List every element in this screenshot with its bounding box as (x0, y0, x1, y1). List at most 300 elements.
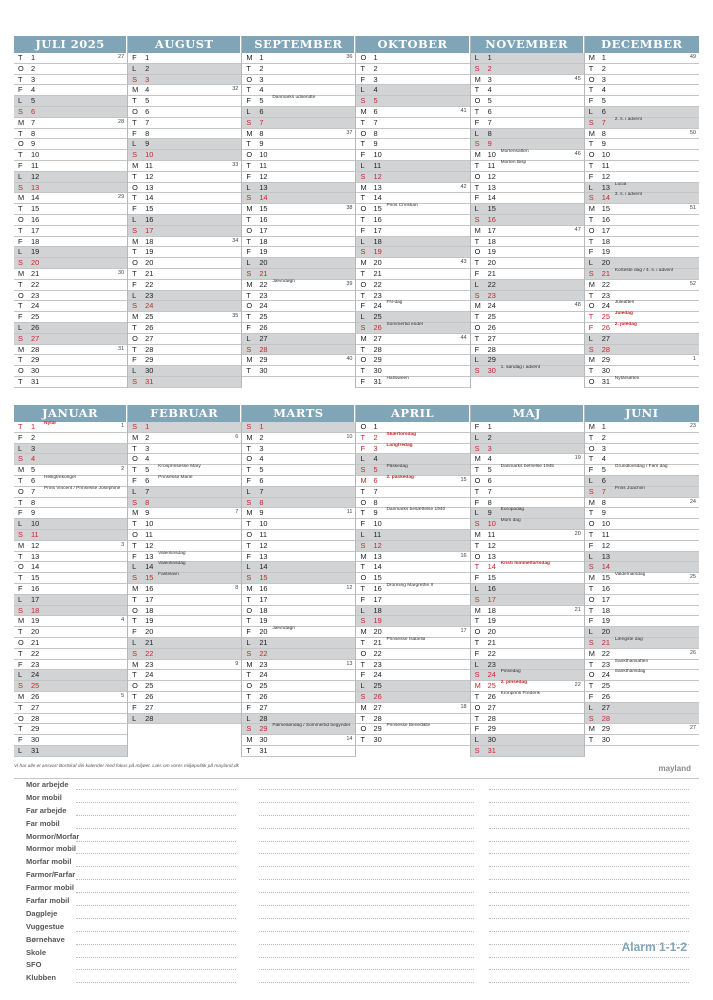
weekday-letter: L (360, 454, 365, 464)
write-line[interactable] (259, 918, 474, 919)
day-row (242, 355, 355, 366)
day-row (356, 280, 469, 291)
day-number: 23 (259, 659, 268, 669)
day-number: 8 (487, 497, 492, 507)
weekday-letter: S (474, 63, 480, 73)
day-row (128, 638, 241, 649)
day-note: Prinsesse Benedikte (386, 723, 431, 729)
day-number: 28 (145, 344, 154, 354)
day-number: 11 (373, 529, 382, 539)
day-row (471, 487, 584, 498)
day-row (14, 193, 127, 204)
weekday-letter: L (360, 529, 365, 539)
write-line[interactable] (76, 905, 236, 906)
weekday-letter: L (246, 106, 251, 116)
write-line[interactable] (259, 789, 474, 790)
weekday-letter: S (132, 150, 138, 160)
write-line[interactable] (76, 802, 236, 803)
day-number: 26 (145, 691, 154, 701)
day-row (585, 312, 699, 323)
day-number: 18 (601, 236, 611, 246)
weekday-letter: M (474, 150, 481, 160)
day-row (242, 422, 355, 433)
weekday-letter: S (588, 344, 594, 354)
month-header: NOVEMBER (471, 36, 584, 53)
write-line[interactable] (76, 931, 236, 932)
write-line[interactable] (76, 853, 236, 854)
day-number: 24 (145, 670, 154, 680)
weekday-letter: F (18, 735, 23, 745)
day-number: 2 (373, 63, 378, 73)
weekday-letter: O (360, 497, 367, 507)
day-row (242, 692, 355, 703)
day-number: 25 (31, 681, 40, 691)
day-row (471, 433, 584, 444)
weekday-letter: F (18, 236, 23, 246)
week-number: 42 (460, 183, 467, 190)
weekday-letter: S (18, 529, 23, 539)
day-number: 29 (487, 355, 496, 365)
day-number: 24 (601, 301, 611, 311)
note-label: Mormor mobil (26, 844, 76, 854)
weekday-letter: T (246, 670, 251, 680)
weekday-letter: S (18, 454, 23, 464)
write-line[interactable] (76, 969, 236, 970)
write-line[interactable] (259, 944, 474, 945)
day-row (356, 53, 469, 64)
write-line[interactable] (259, 828, 474, 829)
write-line[interactable] (489, 879, 689, 880)
week-number: 27 (118, 54, 125, 60)
day-number: 8 (259, 128, 264, 138)
day-row (128, 161, 241, 172)
day-number: 10 (259, 519, 268, 529)
day-row (471, 627, 584, 638)
weekday-letter: M (246, 128, 253, 138)
day-row (128, 183, 241, 194)
day-number: 4 (145, 454, 150, 464)
day-number: 2 (373, 432, 378, 442)
write-line[interactable] (259, 957, 474, 958)
day-row (14, 215, 127, 226)
write-line[interactable] (259, 969, 474, 970)
day-row (356, 703, 469, 714)
day-note: Længste dag (614, 636, 643, 642)
week-number: 47 (574, 226, 581, 233)
day-note: Jævndøgn (272, 278, 295, 284)
weekday-letter: T (474, 160, 480, 170)
weekday-letter: T (132, 540, 137, 550)
weekday-letter: L (246, 713, 251, 723)
day-number: 17 (259, 594, 268, 604)
day-row (128, 703, 241, 714)
day-number: 6 (601, 106, 606, 116)
day-row (471, 237, 584, 248)
day-number: 5 (487, 96, 492, 106)
weekday-letter: M (588, 204, 595, 214)
day-row (14, 64, 127, 75)
day-row (242, 476, 355, 487)
day-row (471, 670, 584, 681)
day-row (14, 323, 127, 334)
write-line[interactable] (259, 879, 474, 880)
weekday-letter: M (474, 301, 481, 311)
day-number: 9 (601, 508, 606, 518)
write-line[interactable] (489, 931, 689, 932)
weekday-letter: L (18, 594, 23, 604)
day-row (471, 172, 584, 183)
day-number: 7 (373, 486, 378, 496)
day-number: 31 (373, 376, 382, 386)
weekday-letter: T (246, 160, 251, 170)
note-row (14, 792, 699, 805)
day-row (242, 444, 355, 455)
write-line[interactable] (489, 957, 689, 958)
day-number: 20 (373, 627, 382, 637)
write-line[interactable] (489, 866, 689, 867)
weekday-letter: T (474, 691, 480, 701)
day-number: 6 (145, 475, 150, 485)
weekday-letter: F (360, 150, 365, 160)
day-row (128, 519, 241, 530)
write-line[interactable] (489, 918, 689, 919)
month-column (585, 36, 699, 388)
write-line[interactable] (259, 905, 474, 906)
month-header: APRIL (356, 405, 469, 422)
month-column (356, 36, 470, 388)
day-row (14, 280, 127, 291)
day-number: 7 (259, 486, 264, 496)
day-row (585, 215, 699, 226)
day-row (585, 595, 699, 606)
day-number: 16 (145, 583, 154, 593)
weekday-letter: S (588, 486, 594, 496)
day-row (471, 746, 584, 757)
day-row (356, 345, 469, 356)
week-number: 36 (346, 54, 353, 60)
weekday-letter: T (246, 616, 251, 626)
week-number: 44 (460, 334, 467, 341)
day-number: 5 (145, 96, 150, 106)
day-number: 21 (259, 268, 268, 278)
day-number: 23 (373, 290, 382, 300)
day-number: 9 (145, 139, 150, 149)
day-row (585, 573, 699, 584)
write-line[interactable] (76, 944, 236, 945)
write-line[interactable] (259, 866, 474, 867)
day-row (128, 53, 241, 64)
day-row (242, 334, 355, 345)
day-number: 21 (145, 268, 154, 278)
weekday-letter: T (474, 540, 480, 550)
weekday-letter: F (246, 96, 251, 106)
day-number: 24 (487, 670, 496, 680)
day-number: 7 (31, 486, 36, 496)
week-number: 12 (346, 584, 353, 591)
weekday-letter: S (132, 225, 138, 235)
weekday-letter: T (588, 214, 594, 224)
day-row (585, 64, 699, 75)
day-row (128, 269, 241, 280)
day-row (356, 204, 469, 215)
write-line[interactable] (489, 789, 689, 790)
write-line[interactable] (489, 969, 689, 970)
weekday-letter: T (588, 659, 594, 669)
day-number: 4 (373, 454, 378, 464)
day-row (471, 530, 584, 541)
weekday-letter: M (132, 659, 139, 669)
day-number: 23 (31, 290, 40, 300)
weekday-letter: F (18, 583, 23, 593)
write-line[interactable] (259, 982, 474, 983)
day-row (242, 183, 355, 194)
weekday-letter: F (132, 627, 137, 637)
day-number: 23 (145, 659, 154, 669)
weekday-letter: L (132, 214, 137, 224)
write-line[interactable] (76, 918, 236, 919)
write-line[interactable] (76, 892, 236, 893)
day-number: 29 (601, 355, 611, 365)
day-note: Prinsesse Isabella (386, 636, 426, 642)
write-line[interactable] (76, 815, 236, 816)
day-row (128, 96, 241, 107)
week-number: 51 (689, 205, 696, 212)
day-row (128, 681, 241, 692)
day-number: 3 (373, 74, 378, 84)
day-number: 26 (487, 322, 496, 332)
write-line[interactable] (489, 841, 689, 842)
write-line[interactable] (259, 853, 474, 854)
day-row (242, 508, 355, 519)
day-row (356, 107, 469, 118)
day-number: 29 (31, 355, 40, 365)
day-number: 13 (487, 182, 496, 192)
write-line[interactable] (76, 957, 236, 958)
day-number: 5 (145, 465, 150, 475)
write-line[interactable] (489, 892, 689, 893)
day-row (128, 660, 241, 671)
day-note: 1. søndag i advent (500, 365, 541, 371)
day-row (471, 161, 584, 172)
day-row (356, 433, 469, 444)
weekday-letter: M (18, 268, 25, 278)
day-row (356, 355, 469, 366)
day-number: 31 (31, 376, 40, 386)
day-number: 14 (373, 562, 382, 572)
write-line[interactable] (76, 982, 236, 983)
day-number: 30 (487, 366, 496, 376)
day-number: 5 (601, 96, 606, 106)
day-row (585, 670, 699, 681)
day-row (128, 616, 241, 627)
weekday-letter: T (18, 573, 23, 583)
weekday-letter: O (132, 333, 138, 343)
weekday-letter: T (18, 376, 23, 386)
weekday-letter: T (474, 637, 480, 647)
week-number: 9 (235, 660, 239, 667)
day-row (242, 323, 355, 334)
day-row (14, 118, 127, 129)
day-number: 25 (259, 681, 268, 691)
day-row (242, 530, 355, 541)
weekday-letter: T (360, 432, 365, 442)
day-number: 16 (31, 214, 40, 224)
day-number: 29 (259, 724, 268, 734)
day-number: 26 (601, 691, 611, 701)
day-row (128, 476, 241, 487)
day-note: Halloween (386, 375, 409, 381)
day-row (14, 508, 127, 519)
write-line[interactable] (489, 802, 689, 803)
weekday-letter: F (588, 691, 594, 701)
weekday-letter: F (132, 475, 137, 485)
day-row (471, 118, 584, 129)
write-line[interactable] (489, 905, 689, 906)
weekday-letter: S (132, 301, 138, 311)
write-line[interactable] (259, 815, 474, 816)
day-number: 19 (601, 247, 611, 257)
day-row (242, 301, 355, 312)
day-number: 25 (145, 312, 154, 322)
day-number: 1 (31, 53, 36, 62)
write-line[interactable] (76, 841, 236, 842)
day-row (356, 172, 469, 183)
month-header: SEPTEMBER (242, 36, 355, 53)
weekday-letter: T (132, 465, 137, 475)
day-row (242, 595, 355, 606)
day-number: 1 (601, 53, 606, 62)
day-row (128, 139, 241, 150)
day-number: 19 (487, 616, 496, 626)
write-line[interactable] (259, 892, 474, 893)
weekday-letter: M (246, 735, 253, 745)
write-line[interactable] (76, 828, 236, 829)
day-number: 31 (145, 376, 154, 386)
day-number: 18 (487, 605, 496, 615)
day-number: 29 (31, 724, 40, 734)
weekday-letter: S (246, 344, 252, 354)
weekday-letter: T (132, 519, 137, 529)
weekday-letter: L (132, 713, 137, 723)
day-row (242, 161, 355, 172)
write-line[interactable] (489, 815, 689, 816)
calendar-top-half (14, 36, 699, 388)
day-number: 12 (259, 540, 268, 550)
weekday-letter: O (588, 443, 595, 453)
day-row (356, 660, 469, 671)
write-line[interactable] (259, 802, 474, 803)
day-row (471, 584, 584, 595)
day-row (14, 355, 127, 366)
day-row (585, 422, 699, 433)
day-note: Mortensaften (500, 149, 529, 155)
day-number: 5 (373, 96, 378, 106)
weekday-letter: F (18, 508, 23, 518)
day-number: 7 (145, 486, 150, 496)
write-line[interactable] (489, 853, 689, 854)
weekday-letter: M (474, 529, 481, 539)
day-number: 6 (373, 106, 378, 116)
day-number: 9 (259, 508, 264, 518)
write-line[interactable] (259, 841, 474, 842)
write-line[interactable] (489, 828, 689, 829)
weekday-letter: L (132, 486, 137, 496)
weekday-letter: L (360, 312, 365, 322)
weekday-letter: L (474, 128, 479, 138)
day-row (242, 172, 355, 183)
day-row (585, 269, 699, 280)
day-row (471, 476, 584, 487)
weekday-letter: T (18, 225, 23, 235)
weekday-letter: F (132, 355, 137, 365)
day-row (14, 552, 127, 563)
weekday-letter: M (132, 312, 139, 322)
day-row (242, 573, 355, 584)
week-number: 28 (118, 118, 125, 125)
day-number: 9 (601, 139, 606, 149)
day-row (356, 735, 469, 746)
note-label: SFO (26, 960, 42, 970)
weekday-letter: F (474, 268, 480, 278)
write-line[interactable] (76, 789, 236, 790)
day-number: 17 (601, 225, 611, 235)
weekday-letter: M (360, 627, 367, 637)
write-line[interactable] (76, 879, 236, 880)
write-line[interactable] (489, 982, 689, 983)
note-row (14, 882, 699, 895)
day-number: 3 (259, 74, 264, 84)
weekday-letter: S (18, 333, 23, 343)
day-row (471, 519, 584, 530)
weekday-letter: T (588, 236, 594, 246)
weekday-letter: T (18, 128, 23, 138)
day-row (471, 312, 584, 323)
day-row (128, 280, 241, 291)
day-note: Nytår (44, 421, 57, 426)
weekday-letter: L (18, 745, 23, 755)
day-number: 22 (601, 279, 611, 289)
day-number: 17 (373, 594, 382, 604)
write-line[interactable] (76, 866, 236, 867)
month-header: JUNI (585, 405, 699, 422)
day-number: 16 (259, 583, 268, 593)
day-number: 21 (145, 637, 154, 647)
day-number: 24 (487, 301, 496, 311)
weekday-letter: T (132, 96, 137, 106)
day-note: Sankthansaften (614, 658, 649, 664)
day-row (242, 150, 355, 161)
day-number: 6 (601, 475, 606, 485)
day-number: 6 (31, 106, 36, 116)
weekday-letter: T (246, 290, 251, 300)
day-row (585, 465, 699, 476)
month-header: JANUAR (14, 405, 127, 422)
day-number: 19 (373, 247, 382, 257)
day-number: 28 (487, 344, 496, 354)
day-note: Lucia (614, 181, 627, 187)
day-row (471, 301, 584, 312)
weekday-letter: F (132, 551, 137, 561)
day-note: Nytårsaften (614, 375, 640, 381)
weekday-letter: O (360, 128, 367, 138)
day-number: 24 (373, 301, 382, 311)
weekday-letter: S (588, 713, 594, 723)
day-note: Korteste dag / 4. s. i advent (614, 267, 674, 273)
day-number: 21 (31, 268, 40, 278)
day-row (471, 660, 584, 671)
weekday-letter: O (246, 454, 253, 464)
write-line[interactable] (259, 931, 474, 932)
